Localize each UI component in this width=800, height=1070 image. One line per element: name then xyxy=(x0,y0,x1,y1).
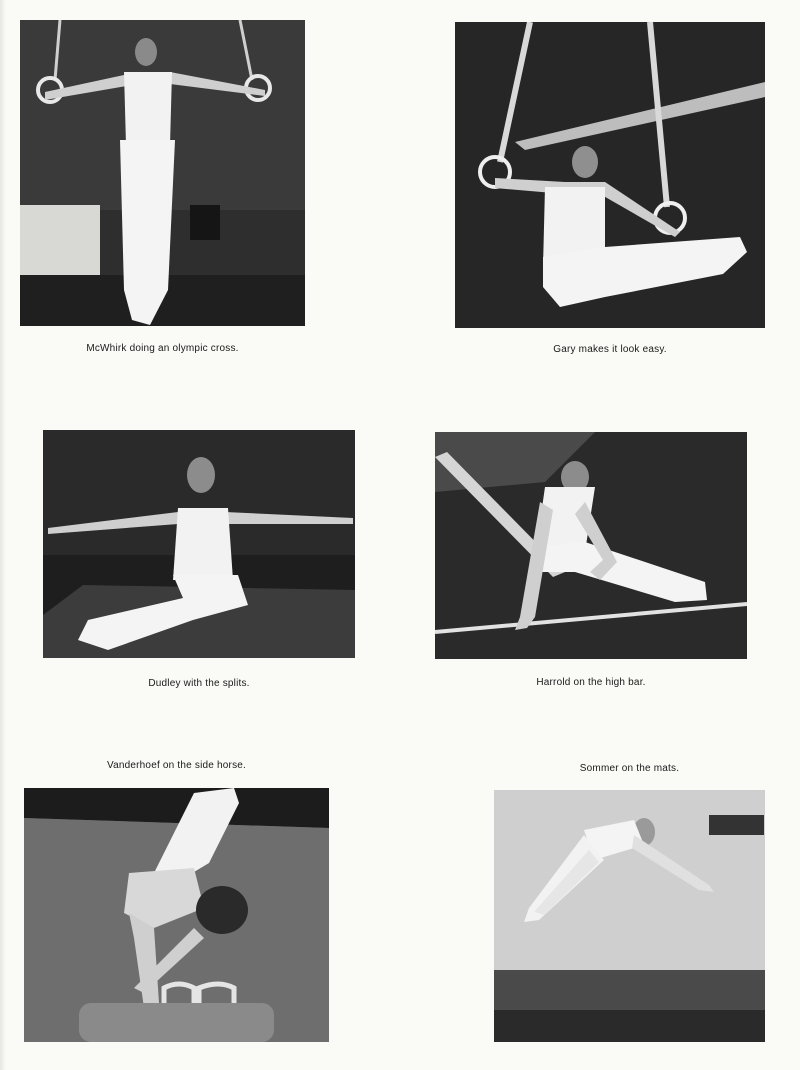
photo-splits xyxy=(43,430,355,658)
photo-high-bar xyxy=(435,432,747,659)
caption-photo-6: Sommer on the mats. xyxy=(579,763,680,774)
caption-photo-4: Harrold on the high bar. xyxy=(536,677,646,688)
photo-side-horse xyxy=(24,788,329,1042)
photo-rings-cross xyxy=(20,20,305,326)
photo-rings-lsit xyxy=(455,22,765,328)
caption-photo-5: Vanderhoef on the side horse. xyxy=(106,760,247,771)
caption-photo-2: Gary makes it look easy. xyxy=(553,344,667,355)
page-edge xyxy=(0,0,6,1070)
caption-photo-3: Dudley with the splits. xyxy=(148,678,250,689)
photo-mats xyxy=(494,790,765,1042)
caption-photo-1: McWhirk doing an olympic cross. xyxy=(86,343,239,354)
